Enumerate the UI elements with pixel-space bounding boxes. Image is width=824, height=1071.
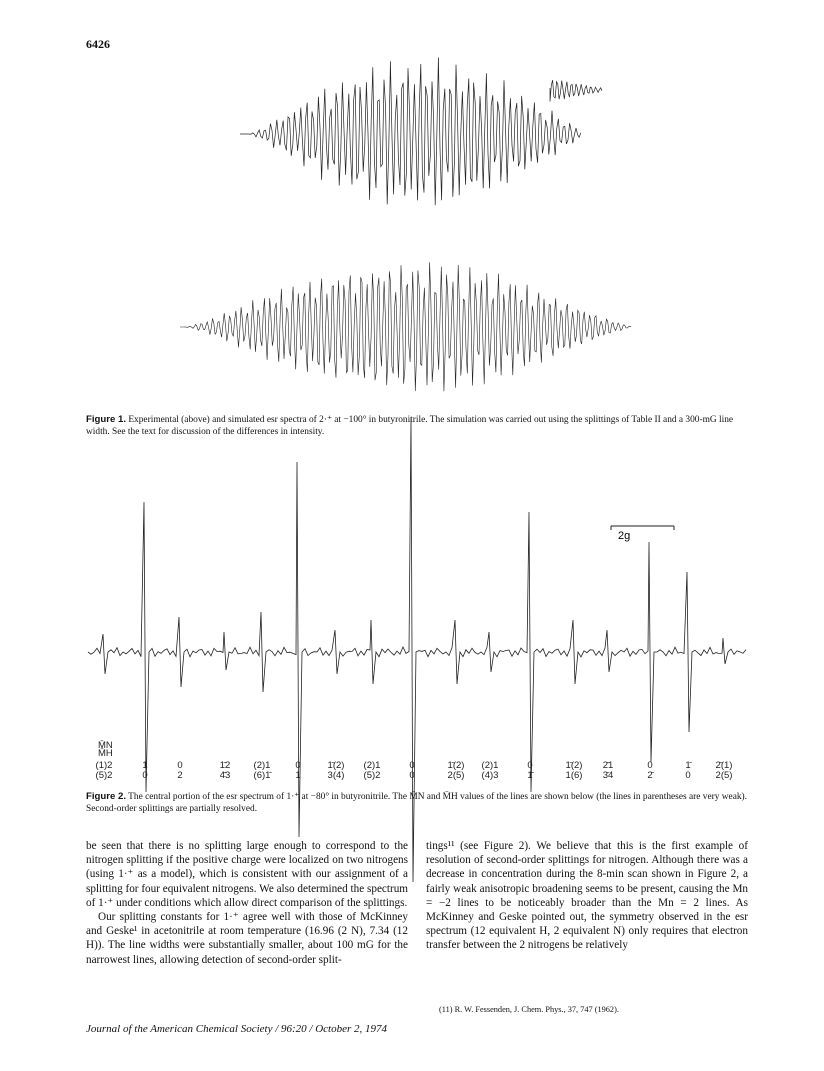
figure2-graphic — [0, 440, 824, 740]
fig1-simulated-line — [180, 262, 631, 391]
fig2-mh-label: (5)2 — [363, 770, 381, 781]
body-column-left — [86, 839, 408, 967]
footnote: (11) R. W. Fessenden, J. Chem. Phys., 37, 747 (1962). — [439, 1005, 619, 1014]
fig2-mn-label: 2̄1 — [602, 760, 614, 771]
fig2-mn-label: 2̄(1) — [715, 760, 733, 771]
figure1-caption-text: Experimental (above) and simulated esr spectra of 2·⁺ at −100° in butyronitrile. The simulation was carried out using the splittings of Table II and a 300-mG line width. See the text for discussion of the differences in intensity. — [86, 415, 734, 437]
fig2-scale-bar — [611, 526, 674, 542]
journal-footer: Journal of the American Chemical Society / 96:20 / October 2, 1974 — [86, 1023, 388, 1035]
fig2-mn-label: (2)1 — [253, 760, 271, 771]
fig2-mn-label: 1̄(2) — [565, 760, 583, 771]
fig2-mn-label: 1̄(2) — [447, 760, 465, 771]
body-column-right — [426, 839, 748, 953]
fig2-mh-label: 2(5) — [715, 770, 733, 781]
fig1-inset-line — [550, 80, 602, 101]
fig2-mh-label: 2 — [177, 770, 183, 781]
fig2-mn-label: 0 — [527, 760, 533, 771]
body-left-paragraph-2: Our splitting constants for 1·⁺ agree well with those of McKinney and Geske¹ in acetonitrile at room temperature (16.96 (2 N), 7.34 (12 H)). The line widths were substantially smaller, about 100 mG for the narrowest lines, allowing detection of second-order split- — [86, 911, 408, 966]
fig2-mn-label: (2)1 — [481, 760, 499, 771]
figure1-caption — [86, 414, 748, 438]
fig2-mh-label: (5)2 — [95, 770, 113, 781]
fig1-inset-spectrum — [550, 80, 602, 101]
fig1-experimental-spectrum — [240, 57, 581, 205]
fig1-simulated-spectrum — [180, 262, 631, 391]
fig2-mh-label: (6)1̄ — [253, 770, 271, 781]
figure2-caption — [86, 791, 748, 815]
fig1-experimental-line — [240, 57, 581, 205]
body-right-paragraph-1: tings¹¹ (see Figure 2). We believe that this is the first example of resolution of second-order splittings for nitrogen. Although there was a decrease in concentration during the 8-min scan shown in Figure 2, a fairly weak anisotropic broadening seems to be present, causing the Mn = −2 lines to be noticeably broader than the Mn = 2 lines. As McKinney and Geske pointed out, the symmetry observed in the esr spectrum (12 equivalent H, 2 equivalent N) only requires that electron transfer between the 2 nitrogens be relatively — [426, 840, 748, 952]
fig2-mh-label: 3(4) — [327, 770, 345, 781]
figure1-caption-label: Figure 1. — [86, 414, 126, 425]
fig2-mh-label: 1̄ — [527, 770, 533, 781]
fig2-mh-label: (4)3 — [481, 770, 499, 781]
fig2-mh-label: 2(5) — [447, 770, 465, 781]
fig2-scale-label: 2g — [618, 530, 631, 542]
fig2-mh-label: 4̄3 — [219, 770, 231, 781]
fig2-mn-label: (2)1 — [363, 760, 381, 771]
figure2-caption-text: The central portion of the esr spectrum of 1·⁺ at −80° in butyronitrile. The M̄N and M̄H values of the lines are shown below (the lines in parentheses are very weak). Second-order splittings are partially resolved. — [86, 792, 748, 814]
fig2-mn-label: 0 — [177, 760, 183, 771]
body-left-paragraph-1: be seen that there is no splitting large enough to correspond to the nitrogen splitting if the positive charge were localized on two nitrogens (using 1·⁺ as a model), which is consistent with our assignment of a splitting for four equivalent nitrogens. We also determined the spectrum of 1·⁺ under conditions which allow direct comparison of the splittings. — [86, 840, 409, 909]
fig2-mn-label: 0 — [409, 760, 415, 771]
figure2-caption-label: Figure 2. — [86, 791, 126, 802]
fig2-mn-label: 0 — [295, 760, 301, 771]
fig2-mn-label: 1̄ — [685, 760, 691, 771]
fig2-mh-label: 3̄4 — [602, 770, 614, 781]
fig2-mh-label: 0 — [685, 770, 691, 781]
figure1-graphic — [0, 0, 824, 420]
fig2-mh-label: 1 — [295, 770, 301, 781]
fig2-mn-label: 1̄2 — [219, 760, 231, 771]
fig2-axis-label-h: M̄H — [98, 748, 113, 759]
fig2-mh-label: 2̄ — [647, 770, 653, 781]
fig2-mn-label: 0 — [647, 760, 653, 771]
fig2-mh-label: 1(6) — [565, 770, 583, 781]
fig2-axis-label-n: M̄N — [98, 740, 113, 751]
page-number: 6426 — [86, 37, 110, 51]
fig2-mn-label: (1)2 — [95, 760, 113, 771]
fig2-mn-label: 1̄(2) — [327, 760, 345, 771]
fig2-mh-label: 0 — [409, 770, 415, 781]
fig2-mn-label: 1 — [142, 760, 148, 771]
fig2-mh-label: 0 — [142, 770, 148, 781]
